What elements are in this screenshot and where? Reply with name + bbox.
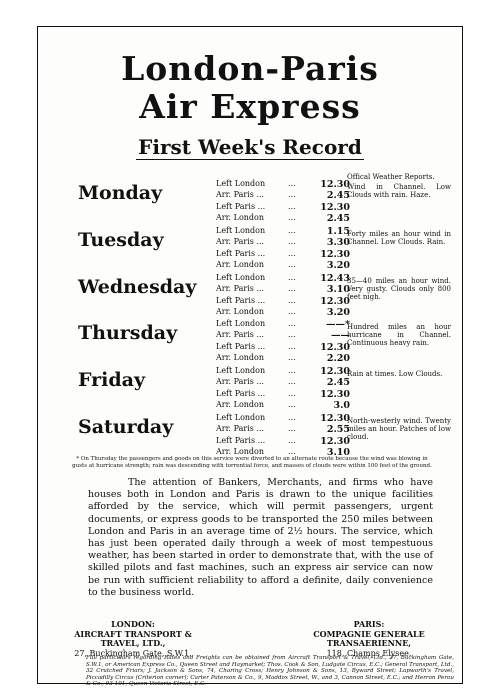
schedule-dots: ... [288,424,296,434]
schedule-dots: ... [288,179,296,188]
schedule-dots: ... [288,284,296,294]
body-text: The attention of Bankers, Merchants, and firms who have houses both in London and Paris is drawn to the unique facilities afforded by the service, which will permit passengers, urgent documents, or express goods to be transported the 250 miles between London and Paris in an average time of 2½ hours. The service, which has just been operated daily through a week of most tempestuous weather, has been started in order to demonstrate that, with the use of skilled pilots and fast machines, such an express air service can now be run with sufficient reliability to afford a definite, daily convenience to the business world. [88,477,433,598]
schedule-label: Left London [216,179,266,188]
schedule-label: Arr. London [216,260,265,270]
schedule-label: Left Paris ... [216,201,266,211]
schedule-label: Left Paris ... [216,435,266,445]
weather-report: Forty miles an hour wind in Channel. Low Clouds. Rain. [347,230,451,246]
schedule-time: 12.30 [320,435,350,447]
schedule-time: 12.30 [320,366,350,377]
schedule-time: 3.10 [326,284,350,296]
schedule-label: Left London [216,226,266,235]
weather-report: Wind in Channel. Low Clouds with rain. Haze. [347,183,451,199]
schedule-dots: ... [288,447,296,457]
weather-report: Rain at times. Low Clouds. [347,370,443,378]
london-city: LONDON: [111,619,155,629]
schedule-label: Arr. London [216,447,265,457]
schedule-dots: ... [288,341,296,351]
schedule-label: Arr. Paris ... [216,237,265,247]
schedule-time: 2.20 [326,353,350,365]
weather-report: North-westerly wind. Twenty miles an hour. Patches of low cloud. [347,417,451,441]
schedule-time: 3.10 [326,447,350,459]
schedule-time: 3.30 [326,237,350,249]
paris-company-1: COMPAGNIE GENERALE [313,628,425,639]
day-name-tuesday: Tuesday [78,229,164,251]
schedule-time: 12.30 [320,295,350,307]
schedule-label: Left London [216,366,266,375]
schedule-label: Arr. Paris ... [216,190,265,200]
schedule-label: Left London [216,273,266,282]
london-street: 27, Buckingham Gate, S.W.1. [74,648,192,658]
day-name-saturday: Saturday [78,416,174,438]
schedule-label: Left London [216,319,266,328]
schedule-dots: ... [288,435,296,445]
schedule-time: 3.20 [326,307,350,319]
schedule-dots: ... [288,400,296,410]
advertisement-frame [37,26,463,688]
paris-city: PARIS: [353,619,385,629]
schedule-dots: ... [288,190,296,200]
weather-report: 35—40 miles an hour wind. Very gusty. Clouds only 800 feet nigh. [347,277,451,301]
schedule-label: Left Paris ... [216,388,266,398]
schedule-time: 1.15 [326,226,350,237]
schedule-time: 12.30 [320,201,350,213]
schedule-label: Left London [216,413,266,422]
schedule-dots: ... [288,353,296,363]
schedule-time: 2.55 [326,424,350,436]
schedule-label: Arr. Paris ... [216,377,265,387]
schedule-dots: ... [288,237,296,247]
schedule-label: Arr. Paris ... [216,424,265,434]
schedule-time: 3.0 [333,400,350,412]
schedule-time: 12.30 [320,388,350,400]
schedule-dots: ... [288,366,296,375]
schedule-dots: ... [288,248,296,258]
schedule-dots: ... [288,201,296,211]
schedule-label: Left Paris ... [216,295,266,305]
schedule-time: 2.45 [326,190,350,202]
schedule-label: Arr. London [216,307,265,317]
paris-street: 118, Champs Elysee. [326,648,412,658]
london-company-2: TRAVEL, LTD., [100,638,166,648]
weather-report: Hundred miles an hour hurricane in Channel. Continuous heavy rain. [347,323,451,347]
schedule-dots: ... [288,377,296,387]
schedule-time: ——* [326,319,350,330]
schedule-time: 12.30 [320,248,350,260]
schedule-time: 12.43 [320,273,350,284]
schedule-dots: ... [288,413,296,422]
london-company-1: AIRCRAFT TRANSPORT & [74,628,192,639]
schedule-label: Left Paris ... [216,248,266,258]
schedule-time: 12.30 [320,341,350,353]
day-name-wednesday: Wednesday [78,276,197,298]
schedule-label: Arr. London [216,213,265,223]
schedule-label: Left Paris ... [216,341,266,351]
london-address [58,620,208,658]
schedule-dots: ... [288,319,296,328]
schedule-dots: ... [288,226,296,235]
title-line-2: Air Express [139,87,361,126]
schedule-dots: ... [288,213,296,223]
day-name-monday: Monday [78,182,163,204]
schedule-dots: ... [288,260,296,270]
schedule-dots: ... [288,330,296,340]
day-name-friday: Friday [78,369,146,391]
schedule-label: Arr. Paris ... [216,284,265,294]
title-line-1: London-Paris [121,49,379,88]
schedule-time: 2.45 [326,377,350,389]
paris-company-2: TRANSAERIENNE, [326,638,412,648]
schedule-dots: ... [288,307,296,317]
schedule-time: 12.30 [320,179,350,190]
weather-header: Offical Weather Reports. [347,173,435,181]
schedule-time: 3.20 [326,260,350,272]
fine-print: Full particulars regarding Rates and Freights can be obtained from Aircraft Transport & Travel, Ltd., 27, Buckingham Gate, S.W.1, or American Express Co., Queen Street and Haymarket; Thos. Cook & Son, Ludgate Circus, E.C.; General Transport, Ltd., 32 Crutched Friars; J. Jackson & Sons, 74, Charing Cross; Henry Johnson & Sons, 13, Byward Street; Lapworth's Travel, Piccadilly Circus (Criterion corner); Carter Paterson & Co., 9, Maddox Street, W., and 3, Cannon Street, E.C.; and Herron Perou & Co., 93-101, Queen Victoria Street, E.C. [86,655,454,688]
schedule-time: 12.30 [320,413,350,424]
subtitle: First Week's Record [138,135,362,159]
schedule-dots: ... [288,273,296,282]
schedule-label: Arr. Paris ... [216,330,265,340]
schedule-label: Arr. London [216,400,265,410]
schedule-time: 2.45 [326,213,350,225]
schedule-dots: ... [288,295,296,305]
schedule-label: Arr. London [216,353,265,363]
schedule-time: —— [331,330,350,342]
paris-address [294,620,444,658]
day-name-thursday: Thursday [78,322,178,344]
schedule-dots: ... [288,388,296,398]
footnote: * On Thursday the passengers and goods on this service were diverted to an alternate route because the wind was blowing in gusts at hurricane strength; rain was descending with torrential force, and masses of clouds were within 100 feet of the ground. [72,456,432,469]
